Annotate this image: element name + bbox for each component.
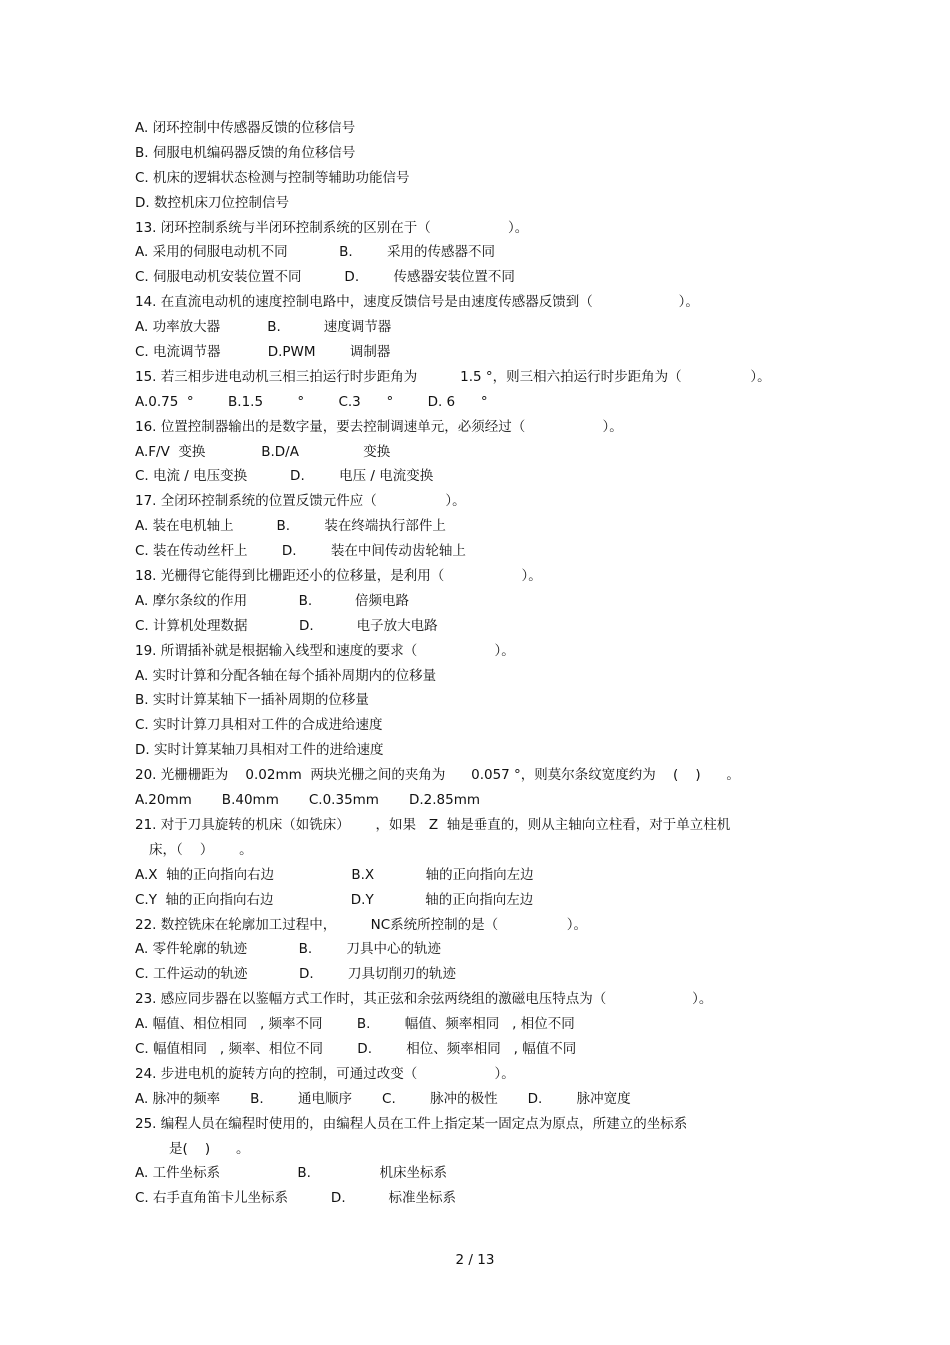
question-25-continuation: 是( ) 。 xyxy=(169,1140,250,1157)
question-19: 19. 所谓插补就是根据输入线型和速度的要求（ ）。 xyxy=(135,642,515,659)
text-line: C. 右手直角笛卡儿坐标系 D. 标准坐标系 xyxy=(135,1190,457,1207)
question-list xyxy=(135,116,835,1211)
question-17: 17. 全闭环控制系统的位置反馈元件应（ ）。 xyxy=(135,493,466,510)
question-15: 15. 若三相步进电动机三相三拍运行时步距角为 1.5 °，则三相六拍运行时步距角为（ ）。 xyxy=(135,368,771,385)
text-line: A. 零件轮廓的轨迹 B. 刀具中心的轨迹 xyxy=(135,941,441,958)
text-line: C. 工件运动的轨迹 D. 刀具切削刃的轨迹 xyxy=(135,966,457,983)
question-18: 18. 光栅得它能得到比栅距还小的位移量，是利用（ ）。 xyxy=(135,568,542,585)
page-number: 2 / 13 xyxy=(455,1252,495,1268)
question-21: 21. 对于刀具旋转的机床（如铣床） ，如果 Z 轴是垂直的，则从主轴向立柱看，对于单立柱机 xyxy=(135,816,731,833)
text-line: C. 计算机处理数据 D. 电子放大电路 xyxy=(135,617,438,634)
question-24: 24. 步进电机的旋转方向的控制，可通过改变（ ）。 xyxy=(135,1065,515,1082)
text-line: A. 装在电机轴上 B. 装在终端执行部件上 xyxy=(135,518,446,535)
text-line: C. 电流 / 电压变换 D. 电压 / 电流变换 xyxy=(135,468,434,485)
text-line: D. 实时计算某轴刀具相对工件的进给速度 xyxy=(135,742,384,759)
text-line: A. 功率放大器 B. 速度调节器 xyxy=(135,319,392,336)
text-line: A. 脉冲的频率 B. 通电顺序 C. 脉冲的极性 D. 脉冲宽度 xyxy=(135,1090,631,1107)
text-line: D. 数控机床刀位控制信号 xyxy=(135,194,289,211)
question-14: 14. 在直流电动机的速度控制电路中，速度反馈信号是由速度传感器反馈到（ ）。 xyxy=(135,294,699,311)
question-23: 23. 感应同步器在以鉴幅方式工作时，其正弦和余弦两绕组的激磁电压特点为（ ）。 xyxy=(135,991,713,1008)
text-line: A.20mm B.40mm C.0.35mm D.2.85mm xyxy=(135,792,481,809)
text-line: C. 电流调节器 D.PWM 调制器 xyxy=(135,344,391,361)
text-line: A. 实时计算和分配各轴在每个插补周期内的位移量 xyxy=(135,667,437,684)
text-line: C. 实时计算刀具相对工件的合成进给速度 xyxy=(135,717,383,734)
text-line: B. 实时计算某轴下一插补周期的位移量 xyxy=(135,692,369,709)
text-line: A.X 轴的正向指向右边 B.X 轴的正向指向左边 xyxy=(135,866,534,883)
text-line: A. 采用的伺服电动机不同 B. 采用的传感器不同 xyxy=(135,244,495,261)
text-line: B. 伺服电机编码器反馈的角位移信号 xyxy=(135,144,356,161)
text-line: A. 摩尔条纹的作用 B. 倍频电路 xyxy=(135,592,410,609)
question-16: 16. 位置控制器输出的是数字量，要去控制调速单元，必须经过（ ）。 xyxy=(135,418,623,435)
text-line: A. 幅值、相位相同 , 频率不同 B. 幅值、频率相同 , 相位不同 xyxy=(135,1016,575,1033)
question-13: 13. 闭环控制系统与半闭环控制系统的区别在于（ ）。 xyxy=(135,219,529,236)
text-line: A.0.75 ° B.1.5 ° C.3 ° D. 6 ° xyxy=(135,393,488,410)
text-line: A. 闭环控制中传感器反馈的位移信号 xyxy=(135,120,356,136)
question-20: 20. 光栅栅距为 0.02mm 两块光栅之间的夹角为 0.057 °，则莫尔条纹宽度约为 ( ) 。 xyxy=(135,767,740,784)
question-21-continuation: 床，（ ） 。 xyxy=(149,841,253,858)
question-25: 25. 编程人员在编程时使用的，由编程人员在工件上指定某一固定点为原点，所建立的坐标系 xyxy=(135,1115,688,1132)
text-line: C. 幅值相同 , 频率、相位不同 D. 相位、频率相同 , 幅值不同 xyxy=(135,1040,577,1057)
question-22: 22. 数控铣床在轮廓加工过程中， NC系统所控制的是（ ）。 xyxy=(135,916,588,933)
text-line: C. 装在传动丝杆上 D. 装在中间传动齿轮轴上 xyxy=(135,543,466,560)
text-line: C. 伺服电动机安装位置不同 D. 传感器安装位置不同 xyxy=(135,269,515,286)
text-line: A.F/V 变换 B.D/A 变换 xyxy=(135,443,391,460)
text-line: A. 工件坐标系 B. 机床坐标系 xyxy=(135,1165,448,1182)
text-line: C.Y 轴的正向指向右边 D.Y 轴的正向指向左边 xyxy=(135,891,534,908)
text-line: C. 机床的逻辑状态检测与控制等辅助功能信号 xyxy=(135,169,410,186)
